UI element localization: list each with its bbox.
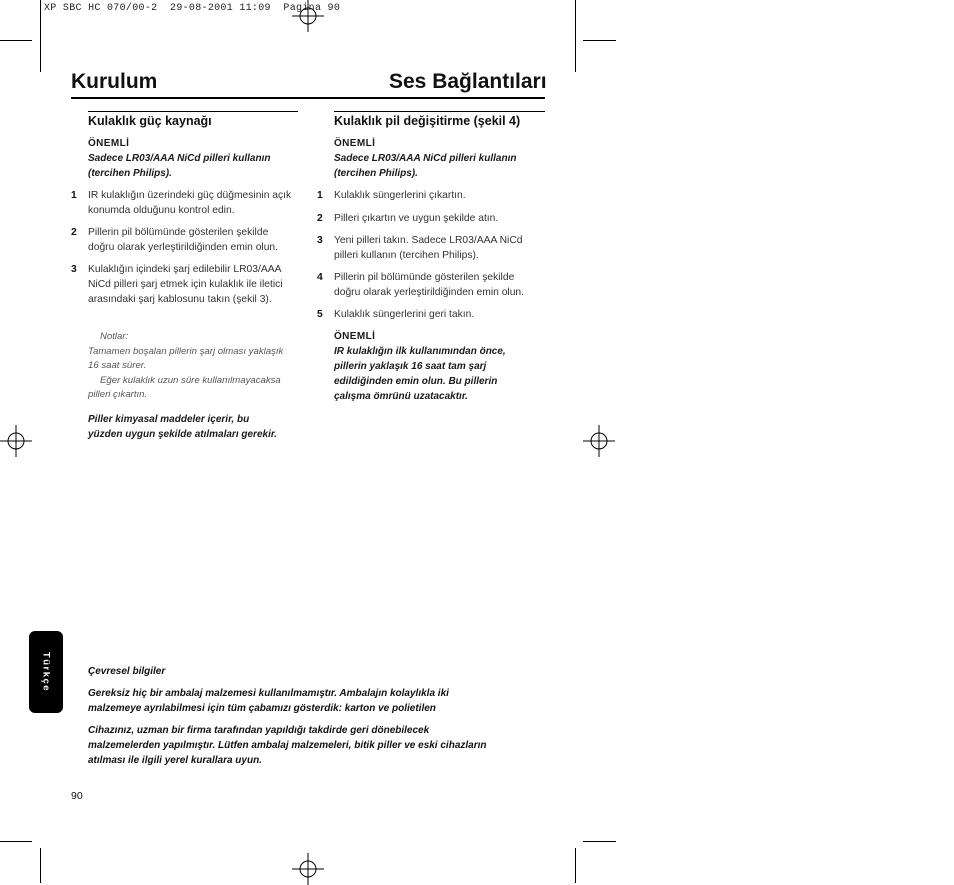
right-step-1: 1 Kulaklık süngerlerini çıkartın. [317, 190, 466, 201]
registration-mark-top [292, 0, 324, 32]
title-rule [71, 97, 545, 99]
page-number: 90 [71, 790, 83, 802]
language-tab-label: Türkçe [40, 651, 52, 693]
left-notes: Notlar: Tamamen boşalan pillerin şarj olması yaklaşık 16 saat sürer. Eğer kulaklık uzun süre kullanılmayacaksa pilleri çıkartın. [88, 331, 284, 401]
left-important-text: Sadece LR03/AAA NiCd pilleri kullanın (tercihen Philips). [88, 153, 271, 179]
page-title-right: Ses Bağlantıları [389, 70, 547, 93]
right-important-text: Sadece LR03/AAA NiCd pilleri kullanın (tercihen Philips). [334, 153, 517, 179]
left-section-rule [88, 111, 298, 112]
right-step-2: 2 Pilleri çıkartın ve uygun şekilde atın. [317, 213, 499, 224]
left-step-1: 1 IR kulaklığın üzerindeki güç düğmesinin açık konumda olduğunu kontrol edin. [71, 190, 292, 217]
registration-mark-left [0, 425, 32, 457]
right-important2-label: ÖNEMLİ [334, 331, 376, 342]
left-step-3: 3 Kulaklığın içindeki şarj edilebilir LR03/AAA NiCd pilleri şarj etmek için kulaklık ile iletici arasındaki şarj kablosunu takın (şekil 3). [71, 264, 283, 306]
left-warning: Piller kimyasal maddeler içerir, bu yüzden uygun şekilde atılmaları gerekir. [88, 414, 277, 440]
environment-para-2: Cihazınız, uzman bir firma tarafından yapıldığı takdirde geri dönebilecek malzemelerden yapılmıştır. Lütfen ambalaj malzemeleri, bitik piller ve eski cihazların atılması ile ilgili yerel kurallara uyun. [88, 725, 487, 766]
language-tab [29, 631, 63, 713]
registration-mark-bottom [292, 853, 324, 885]
left-step-2: 2 Pillerin pil bölümünde gösterilen şekilde doğru olarak yerleştirildiğinden emin olun. [71, 227, 279, 254]
registration-mark-right [583, 425, 615, 457]
left-important-label: ÖNEMLİ [88, 138, 130, 149]
left-section-heading: Kulaklık güç kaynağı [88, 114, 212, 128]
right-step-3: 3 Yeni pilleri takın. Sadece LR03/AAA NiCd pilleri kullanın (tercihen Philips). [317, 235, 523, 262]
right-step-5: 5 Kulaklık süngerlerini geri takın. [317, 309, 475, 320]
notes-label: Notlar: [100, 331, 129, 342]
environment-heading: Çevresel bilgiler [88, 666, 166, 677]
page-title-left: Kurulum [71, 70, 158, 93]
print-slug: XP SBC HC 070/00-2 29-08-2001 11:09 Pagina 90 [44, 3, 341, 14]
right-step-4: 4 Pillerin pil bölümünde gösterilen şekilde doğru olarak yerleştirildiğinden emin olun. [317, 272, 525, 299]
right-section-rule [334, 111, 545, 112]
right-section-heading: Kulaklık pil değişitirme (şekil 4) [334, 114, 521, 128]
right-important2-text: IR kulaklığın ilk kullanımından önce, pillerin yaklaşık 16 saat tam şarj edildiğinden emin olun. Bu pillerin çalışma ömrünü uzatacaktır. [334, 346, 506, 402]
environment-para-1: Gereksiz hiç bir ambalaj malzemesi kullanılmamıştır. Ambalajın kolaylıkla iki malzemeye ayrılabilmesi için tüm çabamızı gösterdik: karton ve polietilen [88, 688, 449, 714]
right-important-label: ÖNEMLİ [334, 138, 376, 149]
